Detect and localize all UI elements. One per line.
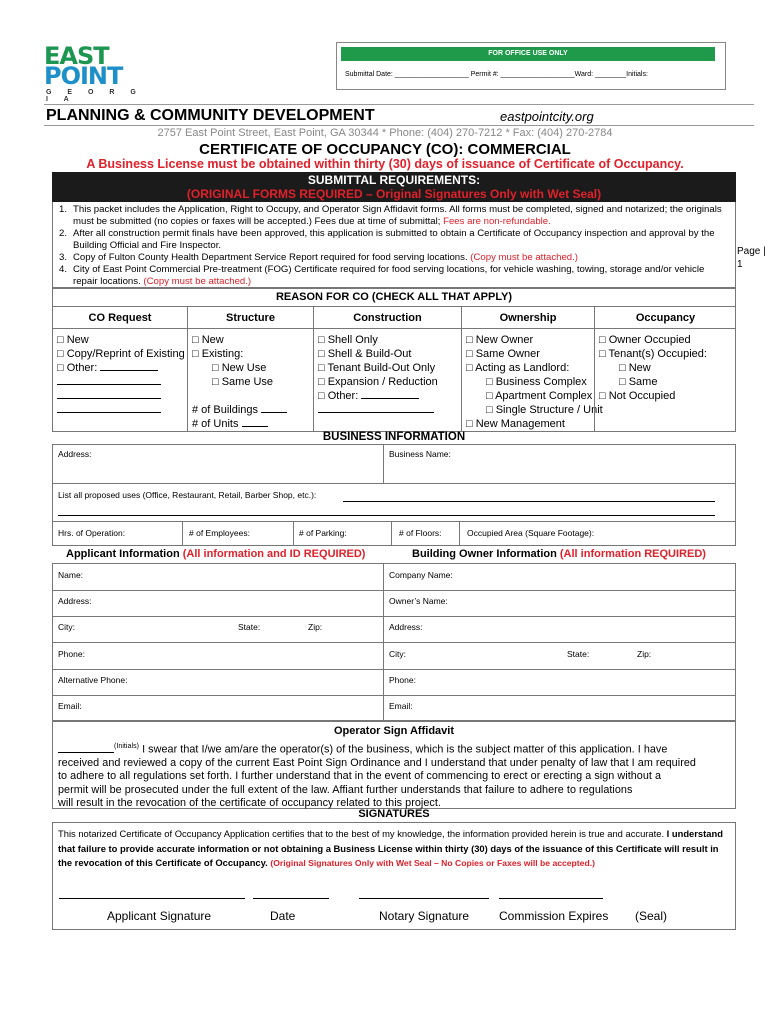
submittal-requirements: [52, 202, 736, 288]
logo-point: POINT: [44, 62, 123, 90]
applicant-city-field[interactable]: City:: [58, 622, 75, 632]
checkbox-owner-occupied[interactable]: □ Owner Occupied: [599, 334, 691, 346]
business-address-field[interactable]: Address:: [58, 449, 92, 459]
checkbox-expansion[interactable]: □ Expansion / Reduction: [318, 376, 438, 388]
license-notice: A Business License must be obtained within thirty (30) days of issuance of Certificate of Occupancy.: [86, 157, 684, 171]
applicant-name-field[interactable]: Name:: [58, 570, 84, 580]
applicant-phone-field[interactable]: Phone:: [58, 649, 85, 659]
department-name: PLANNING & COMMUNITY DEVELOPMENT: [46, 107, 375, 124]
construction-column: Construction □ Shell Only □ Shell & Build-Out □ Tenant Build-Out Only □ Expansion / Reduction □ Other:: [313, 307, 461, 431]
checkbox-new[interactable]: □ New: [192, 334, 224, 346]
applicant-signature-line[interactable]: [59, 898, 245, 899]
checkbox-shell-only[interactable]: □ Shell Only: [318, 334, 378, 346]
applicant-owner-table: [52, 563, 736, 721]
checkbox-apartment-complex[interactable]: □ Apartment Complex: [486, 390, 593, 402]
date-line[interactable]: [253, 898, 329, 899]
submittal-header: [52, 172, 736, 202]
owner-zip-field[interactable]: Zip:: [637, 649, 652, 659]
submittal-title: SUBMITTAL REQUIREMENTS:: [307, 173, 481, 187]
reason-for-co: [52, 288, 736, 432]
business-address-row: [52, 444, 736, 484]
checkbox-same-owner[interactable]: □ Same Owner: [466, 348, 540, 360]
owner-info-title: Building Owner Information (All information REQUIRED): [412, 548, 706, 560]
checkbox-existing[interactable]: □ Existing:: [192, 348, 244, 360]
buildings-field[interactable]: # of Buildings: [192, 403, 309, 417]
applicant-address-field[interactable]: Address:: [58, 596, 92, 606]
applicant-state-field[interactable]: State:: [238, 622, 261, 632]
business-info-title: BUSINESS INFORMATION: [322, 431, 466, 443]
checkbox-tenant-occupied[interactable]: □ Tenant(s) Occupied:: [599, 348, 707, 360]
business-details-row: [52, 522, 736, 546]
affidavit-title: Operator Sign Affidavit: [334, 725, 454, 737]
checkbox-other[interactable]: □ Other:: [57, 361, 183, 375]
applicant-email-field[interactable]: Email:: [58, 701, 82, 711]
checkbox-same-use[interactable]: □ Same Use: [212, 376, 274, 388]
commission-expires-line[interactable]: [499, 898, 603, 899]
website: eastpointcity.org: [500, 109, 594, 124]
checkbox-same[interactable]: □ Same: [619, 376, 658, 388]
checkbox-not-occupied[interactable]: □ Not Occupied: [599, 390, 676, 402]
page-number: Page | 1: [737, 246, 766, 270]
address-line: 2757 East Point Street, East Point, GA 30344 * Phone: (404) 270-7212 * Fax: (404) 270-2784: [157, 127, 613, 139]
affidavit-text: $^{(Initials)}$ I swear that I/we am/are the operator(s) of the business, which is the subject matter of this application. I have received and reviewed a copy of the current East Point Sign Ordinance and I understand that under penalty of law that I am required to adhere to all regulations set forth. I further understand that in the event of commencing to erect or erecting a sign without a permit will be prosecuted under the full extent of the law. Affiant further understands that failure to adhere to regulations will result in the revocation of the certificate of occupancy related to this project.: [58, 743, 696, 810]
initials-field[interactable]: [58, 743, 114, 753]
logo-east: EAST: [44, 42, 109, 70]
page-title: CERTIFICATE OF OCCUPANCY (CO): COMMERCIAL: [199, 141, 571, 158]
seal-label: (Seal): [635, 909, 668, 923]
checkbox-new[interactable]: □ New: [57, 334, 89, 346]
divider: [44, 104, 754, 105]
requirement-item: 3. Copy of Fulton County Health Department Service Report required for food serving locations. (Copy must be attached.): [59, 252, 578, 263]
owner-name-field[interactable]: Owner’s Name:: [389, 596, 448, 606]
office-use-header: FOR OFFICE USE ONLY: [341, 47, 715, 61]
checkbox-tenant-buildout[interactable]: □ Tenant Build-Out Only: [318, 362, 436, 374]
owner-address-field[interactable]: Address:: [389, 622, 423, 632]
occupancy-column: Occupancy □ Owner Occupied □ Tenant(s) Occupied: □ New □ Same □ Not Occupied: [594, 307, 736, 431]
east-point-logo: [44, 42, 154, 103]
commission-expires-label: Commission Expires: [499, 909, 609, 923]
office-use-fields[interactable]: Submittal Date: ___________________ Permit #: ___________________Ward: ________Initials:: [345, 71, 648, 78]
owner-state-field[interactable]: State:: [567, 649, 590, 659]
reason-title: REASON FOR CO (CHECK ALL THAT APPLY): [275, 291, 513, 303]
operator-sign-affidavit: [52, 721, 736, 809]
owner-company-field[interactable]: Company Name:: [389, 570, 453, 580]
notary-signature-label: Notary Signature: [379, 909, 470, 923]
applicant-info-title: Applicant Information (All information and ID REQUIRED): [66, 548, 366, 560]
checkbox-new[interactable]: □ New: [619, 362, 651, 374]
owner-city-field[interactable]: City:: [389, 649, 406, 659]
owner-phone-field[interactable]: Phone:: [389, 675, 416, 685]
info-headers: [52, 546, 736, 564]
notary-signature-line[interactable]: [359, 898, 489, 899]
floors-field[interactable]: # of Floors:: [399, 528, 442, 538]
checkbox-other[interactable]: □ Other:: [318, 389, 457, 403]
hours-field[interactable]: Hrs. of Operation:: [58, 528, 126, 538]
area-field[interactable]: Occupied Area (Square Footage):: [467, 528, 595, 538]
business-name-field[interactable]: Business Name:: [389, 449, 451, 459]
structure-column: Structure □ New □ Existing: □ New Use □ Same Use # of Buildings # of Units: [187, 307, 313, 431]
checkbox-shell-buildout[interactable]: □ Shell & Build-Out: [318, 348, 412, 360]
signatures-title: SIGNATURES: [358, 808, 430, 820]
units-field[interactable]: # of Units: [192, 417, 309, 431]
requirement-item: 2. After all construction permit finals have been approved, this application is submitted to obtain a Certificate of Occupancy inspection and approval by the Building Official and Fire Inspector.: [59, 228, 715, 251]
applicant-signature-label: Applicant Signature: [107, 909, 212, 923]
owner-email-field[interactable]: Email:: [389, 701, 413, 711]
checkbox-business-complex[interactable]: □ Business Complex: [486, 376, 587, 388]
requirement-item: 4. City of East Point Commercial Pre-treatment (FOG) Certificate required for food serving locations, for vehicle washing, towing, storage and/or vehicle repair locations. (Copy must be attached.): [59, 264, 705, 287]
office-use-box: [336, 42, 726, 90]
signatures-box: [52, 822, 736, 930]
proposed-uses-row: [52, 484, 736, 522]
checkbox-single-structure[interactable]: □ Single Structure / Unit: [486, 404, 603, 416]
logo-georgia: G E O R G I A: [46, 89, 143, 103]
applicant-alt-phone-field[interactable]: Alternative Phone:: [58, 675, 128, 685]
parking-field[interactable]: # of Parking:: [299, 528, 347, 538]
applicant-zip-field[interactable]: Zip:: [308, 622, 323, 632]
co-request-column: CO Request □ New □ Copy/Reprint of Existing □ Other:: [53, 307, 187, 431]
employees-field[interactable]: # of Employees:: [189, 528, 250, 538]
proposed-uses-field[interactable]: List all proposed uses (Office, Restaurant, Retail, Barber Shop, etc.):: [58, 490, 317, 500]
date-label: Date: [270, 909, 296, 923]
requirement-item: 1. This packet includes the Application, Right to Occupy, and Operator Sign Affidavit forms. All forms must be completed, signed and notarized; the originals must be submitted (no copies or faxes will be accepted.) Fees due at time of submittal; Fees are non-refundable.: [59, 204, 722, 227]
checkbox-copy-reprint[interactable]: □ Copy/Reprint of Existing: [57, 348, 185, 360]
checkbox-new-use[interactable]: □ New Use: [212, 362, 267, 374]
submittal-subtitle: (ORIGINAL FORMS REQUIRED – Original Signatures Only with Wet Seal): [186, 187, 602, 201]
checkbox-new-management[interactable]: □ New Management: [466, 418, 565, 430]
signatures-statement: This notarized Certificate of Occupancy Application certifies that to the best of my knowledge, the information provided herein is true and accurate. I understand that failure to provide accurate information or not obtaining a Business License within thirty (30) days of the issuance of this Certificate will result in the revocation of this Certificate of Occupancy. (Original Signatures Only with Wet Seal – No Copies or Faxes will be accepted.): [58, 828, 723, 869]
ownership-column: Ownership □ New Owner □ Same Owner □ Acting as Landlord: □ Business Complex □ Apartment Complex □ Single Structure / Unit □ New Management: [461, 307, 594, 431]
checkbox-new-owner[interactable]: □ New Owner: [466, 334, 534, 346]
checkbox-landlord[interactable]: □ Acting as Landlord:: [466, 362, 570, 374]
divider: [44, 125, 754, 126]
